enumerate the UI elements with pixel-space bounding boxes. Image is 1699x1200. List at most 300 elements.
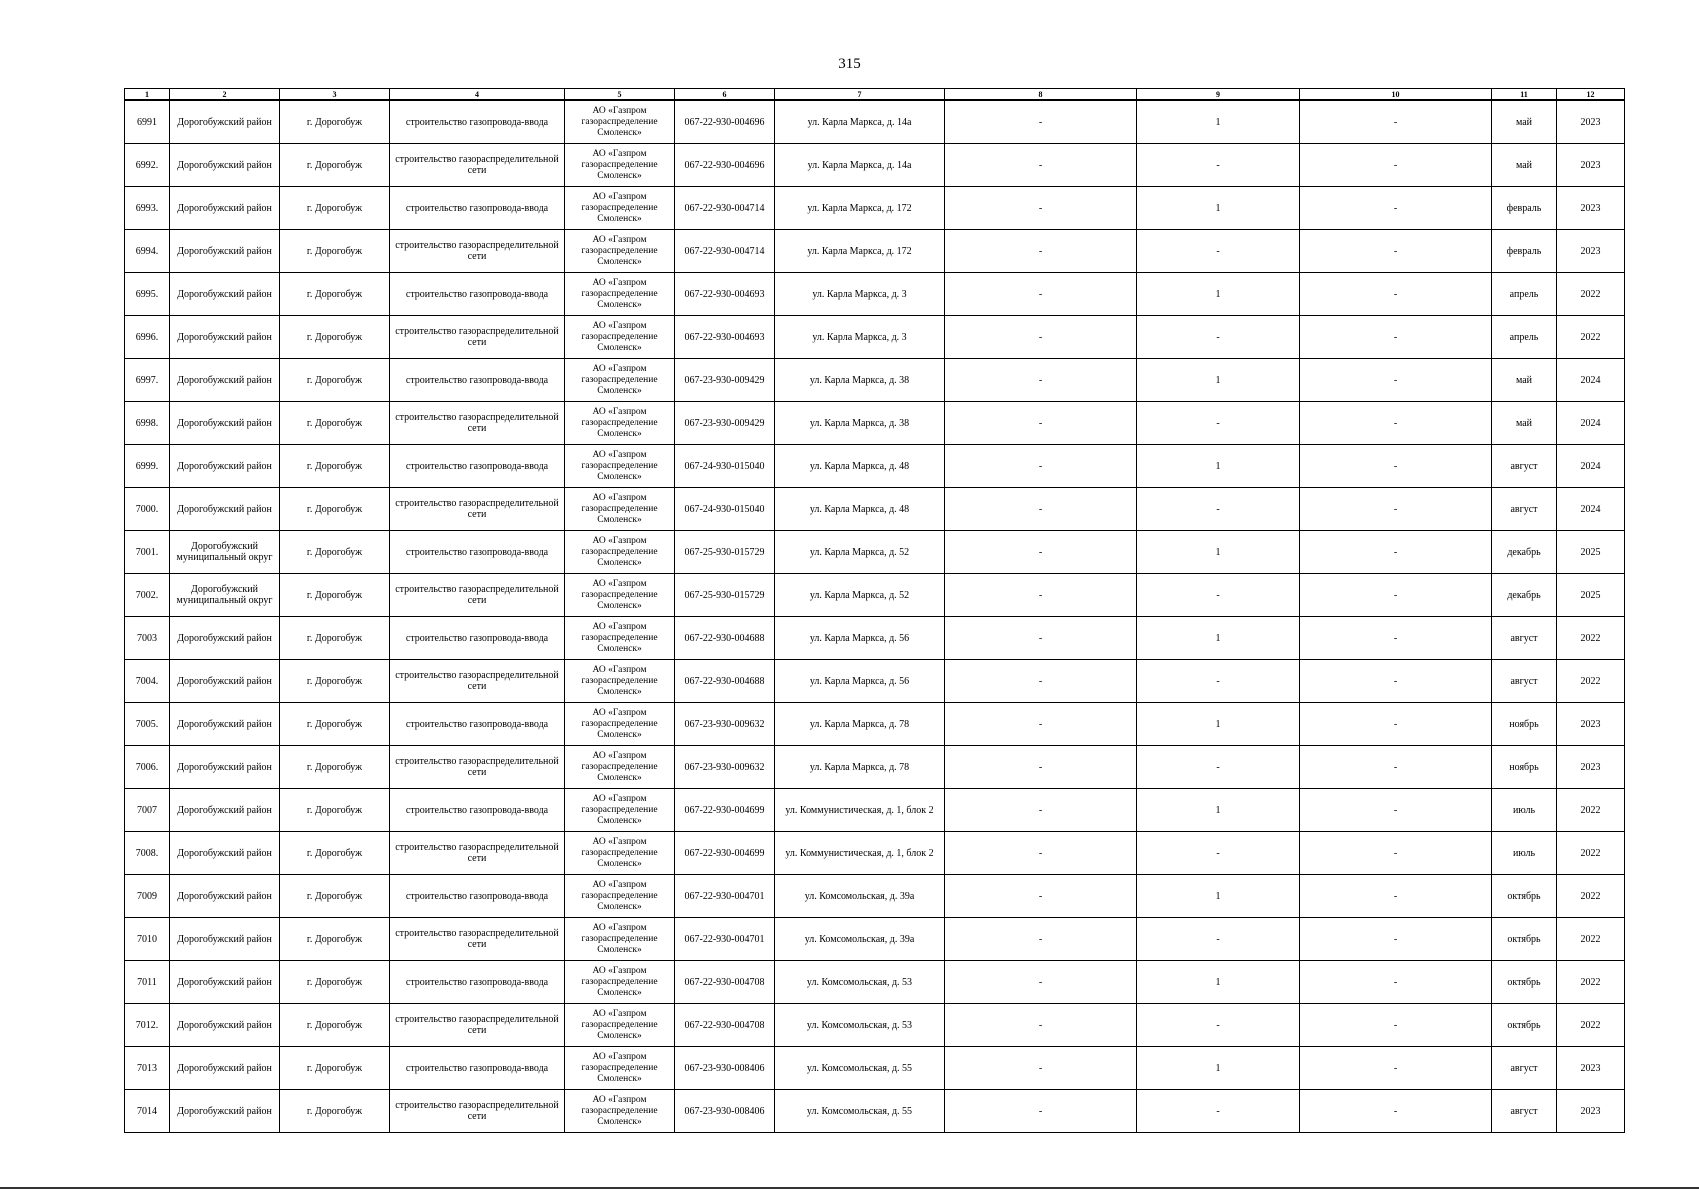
table-cell: г. Дорогобуж (280, 832, 390, 875)
table-cell: строительство газопровода-ввода (390, 789, 565, 832)
table-cell: ул. Коммунистическая, д. 1, блок 2 (775, 789, 945, 832)
table-cell: 6995. (125, 273, 170, 316)
table-cell: г. Дорогобуж (280, 100, 390, 144)
table-cell: АО «Газпром газораспределение Смоленск» (565, 918, 675, 961)
table-cell: - (945, 961, 1137, 1004)
table-cell: 1 (1137, 445, 1300, 488)
table-cell: строительство газопровода-ввода (390, 875, 565, 918)
table-cell: строительство газораспределительной сети (390, 918, 565, 961)
table-cell: декабрь (1492, 531, 1557, 574)
table-cell: Дорогобужский район (170, 187, 280, 230)
table-cell: Дорогобужский район (170, 230, 280, 273)
table-cell: - (945, 230, 1137, 273)
table-cell: 067-23-930-009429 (675, 359, 775, 402)
table-cell: - (1300, 144, 1492, 187)
table-cell: АО «Газпром газораспределение Смоленск» (565, 832, 675, 875)
table-row (125, 144, 1625, 187)
table-cell: - (945, 445, 1137, 488)
table-cell: АО «Газпром газораспределение Смоленск» (565, 273, 675, 316)
table-cell: декабрь (1492, 574, 1557, 617)
table-row (125, 918, 1625, 961)
table-cell: февраль (1492, 187, 1557, 230)
table-cell: 7011 (125, 961, 170, 1004)
table-cell: - (945, 1047, 1137, 1090)
table-cell: строительство газопровода-ввода (390, 617, 565, 660)
table-cell: - (1300, 703, 1492, 746)
table-cell: 6992. (125, 144, 170, 187)
table-cell: АО «Газпром газораспределение Смоленск» (565, 703, 675, 746)
table-cell: май (1492, 359, 1557, 402)
table-cell: - (1300, 187, 1492, 230)
table-row (125, 488, 1625, 531)
table-row (125, 746, 1625, 789)
table-cell: АО «Газпром газораспределение Смоленск» (565, 316, 675, 359)
table-cell: 2023 (1557, 230, 1625, 273)
table-row (125, 402, 1625, 445)
table-cell: строительство газораспределительной сети (390, 832, 565, 875)
table-cell: - (1137, 660, 1300, 703)
table-cell: г. Дорогобуж (280, 918, 390, 961)
table-cell: ноябрь (1492, 703, 1557, 746)
table-cell: - (945, 488, 1137, 531)
table-cell: 1 (1137, 617, 1300, 660)
table-cell: - (945, 746, 1137, 789)
page-number: 315 (838, 56, 861, 72)
table-cell: - (945, 187, 1137, 230)
table-cell: АО «Газпром газораспределение Смоленск» (565, 875, 675, 918)
table-cell: Дорогобужский район (170, 316, 280, 359)
table-row (125, 100, 1625, 144)
table-cell: г. Дорогобуж (280, 574, 390, 617)
table-cell: 6991 (125, 100, 170, 144)
table-cell: май (1492, 100, 1557, 144)
table-cell: г. Дорогобуж (280, 660, 390, 703)
table-cell: 2024 (1557, 488, 1625, 531)
table-cell: 2022 (1557, 875, 1625, 918)
table-cell: АО «Газпром газораспределение Смоленск» (565, 1090, 675, 1133)
table-row (125, 1047, 1625, 1090)
table-cell: ул. Карла Маркса, д. 3 (775, 316, 945, 359)
table-cell: Дорогобужский муниципальный округ (170, 574, 280, 617)
table-cell: 067-22-930-004693 (675, 273, 775, 316)
table-cell: - (945, 531, 1137, 574)
table-cell: строительство газораспределительной сети (390, 488, 565, 531)
table-cell: г. Дорогобуж (280, 961, 390, 1004)
table-cell: г. Дорогобуж (280, 187, 390, 230)
table-cell: - (945, 617, 1137, 660)
table-cell: май (1492, 402, 1557, 445)
table-cell: ул. Карла Маркса, д. 38 (775, 402, 945, 445)
table-cell: - (1300, 273, 1492, 316)
table-cell: - (1300, 789, 1492, 832)
table-cell: г. Дорогобуж (280, 316, 390, 359)
column-header: 3 (280, 89, 390, 101)
table-cell: - (1300, 230, 1492, 273)
table-cell: строительство газопровода-ввода (390, 961, 565, 1004)
table-cell: г. Дорогобуж (280, 1047, 390, 1090)
table-cell: г. Дорогобуж (280, 445, 390, 488)
table-cell: АО «Газпром газораспределение Смоленск» (565, 1004, 675, 1047)
table-cell: октябрь (1492, 961, 1557, 1004)
table-cell: строительство газопровода-ввода (390, 100, 565, 144)
table-cell: - (945, 100, 1137, 144)
table-cell: г. Дорогобуж (280, 1004, 390, 1047)
table-cell: ул. Комсомольская, д. 55 (775, 1090, 945, 1133)
table-cell: ул. Карла Маркса, д. 48 (775, 488, 945, 531)
table-cell: строительство газопровода-ввода (390, 703, 565, 746)
table-cell: апрель (1492, 273, 1557, 316)
table-cell: - (1300, 617, 1492, 660)
table-cell: 6996. (125, 316, 170, 359)
table-cell: Дорогобужский район (170, 617, 280, 660)
table-cell: 7010 (125, 918, 170, 961)
table-row (125, 617, 1625, 660)
table-cell: 6997. (125, 359, 170, 402)
table-cell: 067-22-930-004708 (675, 961, 775, 1004)
table-cell: 2024 (1557, 445, 1625, 488)
table-cell: АО «Газпром газораспределение Смоленск» (565, 1047, 675, 1090)
table-cell: г. Дорогобуж (280, 746, 390, 789)
table-cell: строительство газопровода-ввода (390, 531, 565, 574)
table-cell: 2024 (1557, 359, 1625, 402)
table-cell: 1 (1137, 961, 1300, 1004)
table-row (125, 273, 1625, 316)
table-cell: 2025 (1557, 574, 1625, 617)
table-cell: 6998. (125, 402, 170, 445)
table-cell: - (1300, 359, 1492, 402)
column-header: 10 (1300, 89, 1492, 101)
table-cell: строительство газораспределительной сети (390, 1004, 565, 1047)
table-cell: 1 (1137, 875, 1300, 918)
table-cell: 2023 (1557, 144, 1625, 187)
table-cell: г. Дорогобуж (280, 488, 390, 531)
table-cell: строительство газораспределительной сети (390, 746, 565, 789)
column-header: 2 (170, 89, 280, 101)
table-cell: 067-23-930-009632 (675, 703, 775, 746)
table-cell: 067-22-930-004693 (675, 316, 775, 359)
table-row (125, 574, 1625, 617)
table-cell: г. Дорогобуж (280, 789, 390, 832)
page-bottom-rule (0, 1187, 1699, 1189)
table-cell: 067-25-930-015729 (675, 574, 775, 617)
table-cell: 067-24-930-015040 (675, 445, 775, 488)
table-cell: - (1300, 660, 1492, 703)
table-cell: 2022 (1557, 273, 1625, 316)
table-cell: ул. Карла Маркса, д. 3 (775, 273, 945, 316)
table-row (125, 230, 1625, 273)
table-cell: 067-24-930-015040 (675, 488, 775, 531)
table-cell: г. Дорогобуж (280, 144, 390, 187)
table-cell: - (1300, 531, 1492, 574)
table-cell: ул. Комсомольская, д. 53 (775, 961, 945, 1004)
table-cell: г. Дорогобуж (280, 359, 390, 402)
table-cell: - (945, 316, 1137, 359)
column-header: 4 (390, 89, 565, 101)
column-header: 9 (1137, 89, 1300, 101)
table-cell: строительство газораспределительной сети (390, 574, 565, 617)
table-cell: строительство газопровода-ввода (390, 273, 565, 316)
table-cell: - (1300, 1004, 1492, 1047)
table-cell: 2023 (1557, 703, 1625, 746)
table-cell: 067-22-930-004708 (675, 1004, 775, 1047)
table-cell: строительство газораспределительной сети (390, 1090, 565, 1133)
table-cell: Дорогобужский район (170, 144, 280, 187)
table-cell: август (1492, 445, 1557, 488)
table-cell: - (945, 402, 1137, 445)
table-cell: 2024 (1557, 402, 1625, 445)
table-cell: 067-22-930-004696 (675, 100, 775, 144)
table-cell: строительство газораспределительной сети (390, 316, 565, 359)
table-cell: 7001. (125, 531, 170, 574)
table-cell: 067-22-930-004699 (675, 832, 775, 875)
table-cell: Дорогобужский район (170, 918, 280, 961)
column-header: 12 (1557, 89, 1625, 101)
table-cell: - (1300, 574, 1492, 617)
table-row (125, 316, 1625, 359)
table-cell: - (1300, 1047, 1492, 1090)
table-cell: - (1300, 1090, 1492, 1133)
table-cell: АО «Газпром газораспределение Смоленск» (565, 230, 675, 273)
table-header-row (125, 89, 1625, 101)
table-cell: ул. Комсомольская, д. 53 (775, 1004, 945, 1047)
table-cell: - (1300, 488, 1492, 531)
table-cell: 2022 (1557, 316, 1625, 359)
table-cell: 067-22-930-004688 (675, 617, 775, 660)
table-cell: Дорогобужский район (170, 961, 280, 1004)
table-cell: ул. Карла Маркса, д. 52 (775, 531, 945, 574)
table-cell: строительство газораспределительной сети (390, 144, 565, 187)
table-cell: - (945, 875, 1137, 918)
table-cell: АО «Газпром газораспределение Смоленск» (565, 402, 675, 445)
table-row (125, 660, 1625, 703)
table-cell: - (1137, 832, 1300, 875)
column-header: 6 (675, 89, 775, 101)
table-cell: АО «Газпром газораспределение Смоленск» (565, 144, 675, 187)
table-cell: 2022 (1557, 789, 1625, 832)
table-cell: строительство газопровода-ввода (390, 445, 565, 488)
table-cell: АО «Газпром газораспределение Смоленск» (565, 100, 675, 144)
column-header: 8 (945, 89, 1137, 101)
table-cell: 2023 (1557, 187, 1625, 230)
table-cell: - (1137, 230, 1300, 273)
table-cell: 2022 (1557, 617, 1625, 660)
table-cell: август (1492, 660, 1557, 703)
table-cell: 7014 (125, 1090, 170, 1133)
table-cell: 1 (1137, 789, 1300, 832)
table-row (125, 1004, 1625, 1047)
table-cell: 2022 (1557, 832, 1625, 875)
table-row (125, 359, 1625, 402)
column-header: 1 (125, 89, 170, 101)
table-cell: 067-23-930-009632 (675, 746, 775, 789)
table-cell: - (1137, 746, 1300, 789)
table-cell: 1 (1137, 531, 1300, 574)
table-cell: АО «Газпром газораспределение Смоленск» (565, 746, 675, 789)
table-cell: май (1492, 144, 1557, 187)
table-cell: 7013 (125, 1047, 170, 1090)
table-cell: Дорогобужский район (170, 359, 280, 402)
table-cell: ул. Комсомольская, д. 39а (775, 875, 945, 918)
table-cell: 7000. (125, 488, 170, 531)
table-cell: Дорогобужский район (170, 100, 280, 144)
table-cell: Дорогобужский район (170, 789, 280, 832)
table-cell: ул. Карла Маркса, д. 172 (775, 187, 945, 230)
table-cell: - (1300, 316, 1492, 359)
table-cell: - (945, 918, 1137, 961)
table-cell: - (945, 574, 1137, 617)
table-cell: 2023 (1557, 1047, 1625, 1090)
table-cell: октябрь (1492, 1004, 1557, 1047)
table-cell: Дорогобужский район (170, 1047, 280, 1090)
table-cell: Дорогобужский район (170, 1090, 280, 1133)
table-cell: ул. Карла Маркса, д. 52 (775, 574, 945, 617)
table-cell: - (945, 789, 1137, 832)
table-cell: ул. Карла Маркса, д. 56 (775, 660, 945, 703)
table-cell: 2023 (1557, 100, 1625, 144)
table-cell: ул. Карла Маркса, д. 14а (775, 100, 945, 144)
table-cell: - (945, 359, 1137, 402)
table-cell: 1 (1137, 100, 1300, 144)
table-cell: 7008. (125, 832, 170, 875)
table-cell: Дорогобужский район (170, 273, 280, 316)
table-cell: Дорогобужский район (170, 488, 280, 531)
table-cell: 1 (1137, 703, 1300, 746)
table-row (125, 789, 1625, 832)
table-cell: - (945, 273, 1137, 316)
table-cell: - (1300, 445, 1492, 488)
table-cell: 067-22-930-004699 (675, 789, 775, 832)
table-cell: - (1137, 488, 1300, 531)
table-cell: АО «Газпром газораспределение Смоленск» (565, 531, 675, 574)
table-cell: г. Дорогобуж (280, 703, 390, 746)
table-cell: август (1492, 488, 1557, 531)
table-cell: 6994. (125, 230, 170, 273)
column-header: 7 (775, 89, 945, 101)
table-row (125, 1090, 1625, 1133)
table-cell: АО «Газпром газораспределение Смоленск» (565, 617, 675, 660)
table-cell: 067-23-930-008406 (675, 1047, 775, 1090)
table-cell: АО «Газпром газораспределение Смоленск» (565, 660, 675, 703)
table-cell: - (1137, 574, 1300, 617)
table-cell: 1 (1137, 1047, 1300, 1090)
table-cell: 7005. (125, 703, 170, 746)
table-cell: 067-25-930-015729 (675, 531, 775, 574)
table-row (125, 832, 1625, 875)
table-cell: август (1492, 1047, 1557, 1090)
table-cell: 067-22-930-004714 (675, 230, 775, 273)
table-cell: г. Дорогобуж (280, 875, 390, 918)
table-cell: октябрь (1492, 875, 1557, 918)
table-cell: апрель (1492, 316, 1557, 359)
table-cell: Дорогобужский район (170, 832, 280, 875)
registry-table (124, 88, 1625, 1133)
table-cell: - (945, 703, 1137, 746)
table-cell: г. Дорогобуж (280, 402, 390, 445)
table-body (125, 100, 1625, 1133)
table-cell: июль (1492, 789, 1557, 832)
table-cell: 7006. (125, 746, 170, 789)
table-cell: ноябрь (1492, 746, 1557, 789)
table-cell: 2022 (1557, 961, 1625, 1004)
table-row (125, 445, 1625, 488)
table-cell: Дорогобужский район (170, 445, 280, 488)
table-cell: АО «Газпром газораспределение Смоленск» (565, 574, 675, 617)
table-cell: - (945, 144, 1137, 187)
table-cell: - (1300, 746, 1492, 789)
table-cell: ул. Карла Маркса, д. 56 (775, 617, 945, 660)
table-cell: г. Дорогобуж (280, 617, 390, 660)
table-cell: г. Дорогобуж (280, 230, 390, 273)
table-cell: 7003 (125, 617, 170, 660)
table-cell: строительство газопровода-ввода (390, 359, 565, 402)
table-cell: 1 (1137, 273, 1300, 316)
table-cell: - (1300, 875, 1492, 918)
table-cell: - (945, 660, 1137, 703)
table-cell: ул. Комсомольская, д. 39а (775, 918, 945, 961)
table-cell: 067-23-930-008406 (675, 1090, 775, 1133)
table-cell: г. Дорогобуж (280, 531, 390, 574)
table-cell: Дорогобужский район (170, 402, 280, 445)
table-cell: - (1137, 918, 1300, 961)
table-cell: 2022 (1557, 660, 1625, 703)
table-cell: 7004. (125, 660, 170, 703)
table-cell: август (1492, 1090, 1557, 1133)
table-cell: АО «Газпром газораспределение Смоленск» (565, 445, 675, 488)
table-cell: АО «Газпром газораспределение Смоленск» (565, 488, 675, 531)
table-cell: строительство газопровода-ввода (390, 187, 565, 230)
table-cell: АО «Газпром газораспределение Смоленск» (565, 789, 675, 832)
table-cell: - (1137, 1090, 1300, 1133)
table-cell: - (1300, 918, 1492, 961)
table-cell: 2023 (1557, 746, 1625, 789)
table-cell: 1 (1137, 187, 1300, 230)
table-cell: 2023 (1557, 1090, 1625, 1133)
table-cell: июль (1492, 832, 1557, 875)
table-cell: строительство газопровода-ввода (390, 1047, 565, 1090)
table-cell: ул. Карла Маркса, д. 78 (775, 746, 945, 789)
table-cell: - (945, 1004, 1137, 1047)
table-cell: 7002. (125, 574, 170, 617)
table-row (125, 875, 1625, 918)
table-cell: 067-23-930-009429 (675, 402, 775, 445)
table-cell: 067-22-930-004701 (675, 875, 775, 918)
table-cell: 7009 (125, 875, 170, 918)
table-cell: - (1137, 316, 1300, 359)
table-row (125, 531, 1625, 574)
table-cell: ул. Карла Маркса, д. 48 (775, 445, 945, 488)
table-cell: 1 (1137, 359, 1300, 402)
table-cell: - (1300, 100, 1492, 144)
table-cell: 067-22-930-004714 (675, 187, 775, 230)
column-header: 11 (1492, 89, 1557, 101)
table-cell: 067-22-930-004688 (675, 660, 775, 703)
table-cell: октябрь (1492, 918, 1557, 961)
table-cell: строительство газораспределительной сети (390, 230, 565, 273)
table-cell: Дорогобужский район (170, 746, 280, 789)
table-cell: Дорогобужский район (170, 660, 280, 703)
table-cell: Дорогобужский район (170, 703, 280, 746)
table-cell: ул. Комсомольская, д. 55 (775, 1047, 945, 1090)
table-cell: - (1137, 144, 1300, 187)
table-cell: АО «Газпром газораспределение Смоленск» (565, 961, 675, 1004)
table-row (125, 187, 1625, 230)
table-cell: г. Дорогобуж (280, 273, 390, 316)
table-cell: АО «Газпром газораспределение Смоленск» (565, 187, 675, 230)
table-cell: - (1137, 402, 1300, 445)
table-cell: строительство газораспределительной сети (390, 402, 565, 445)
column-header: 5 (565, 89, 675, 101)
table-cell: август (1492, 617, 1557, 660)
